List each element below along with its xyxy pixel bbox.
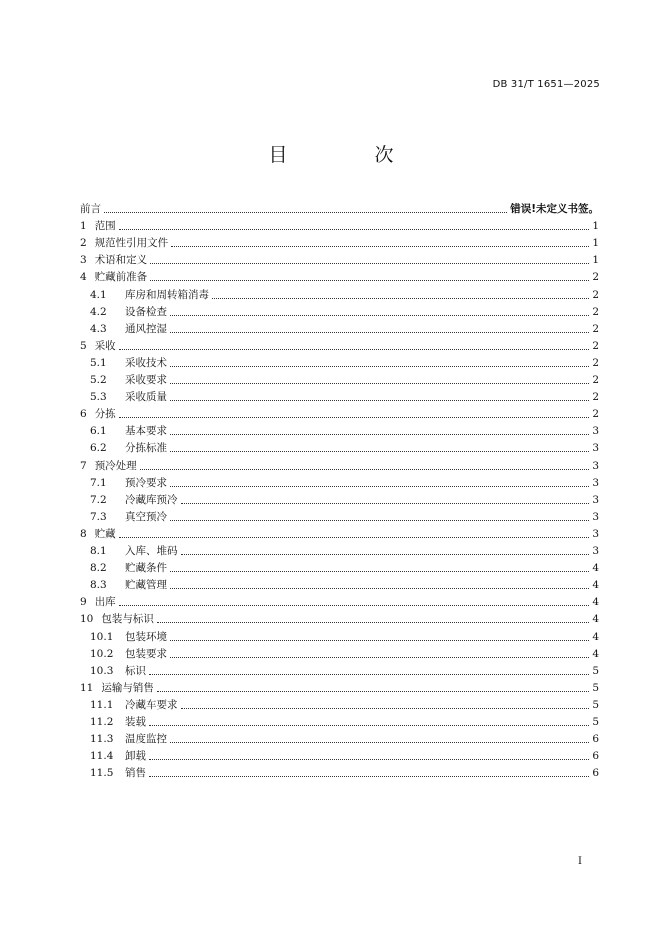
toc-entry-page: 错误!未定义书签。 — [510, 203, 599, 215]
toc-entry[interactable] — [90, 629, 599, 645]
toc-entry-page: 4 — [592, 579, 599, 592]
toc-entry[interactable] — [90, 355, 599, 371]
toc-entry[interactable] — [90, 731, 599, 747]
toc-entry-number: 4.3 — [90, 322, 107, 335]
toc-entry[interactable] — [90, 287, 599, 303]
toc-entry-page: 2 — [592, 339, 599, 352]
toc-entry[interactable] — [80, 526, 599, 542]
toc-entry-label: 入库、堆码 — [125, 545, 178, 557]
toc-entry-number: 1 — [80, 220, 87, 233]
toc-entry-number: 5.2 — [90, 374, 107, 386]
toc-leader-dots — [170, 656, 589, 658]
toc-entry-page: 2 — [592, 288, 599, 301]
toc-entry-number: 10.1 — [90, 630, 114, 643]
toc-entry-page: 4 — [592, 562, 599, 575]
toc-entry-label: 装载 — [125, 716, 146, 728]
toc-entry-label: 贮藏 — [94, 527, 116, 540]
toc-leader-dots — [149, 775, 589, 777]
toc-entry-number: 6.2 — [90, 442, 107, 455]
toc-entry-page: 3 — [592, 493, 599, 506]
toc-entry-page: 2 — [592, 408, 599, 421]
toc-entry-page: 4 — [592, 613, 599, 626]
toc-entry[interactable] — [80, 680, 599, 696]
toc-leader-dots — [104, 211, 507, 213]
toc-leader-dots — [212, 297, 589, 299]
toc-entry-page: 5 — [592, 681, 599, 694]
toc-entry-page: 2 — [592, 271, 599, 284]
toc-entry-page: 6 — [592, 750, 599, 763]
toc-leader-dots — [170, 331, 589, 333]
toc-entry-label: 预冷处理 — [94, 459, 137, 472]
toc-entry-label: 贮藏前准备 — [94, 271, 148, 284]
toc-entry-page: 3 — [592, 510, 599, 523]
toc-entry-label: 标识 — [125, 664, 146, 677]
toc-entry-label: 温度监控 — [125, 733, 167, 746]
toc-entry-page: 5 — [592, 664, 599, 677]
toc-entry-label: 真空预冷 — [125, 510, 167, 523]
toc-entry-label: 包装要求 — [125, 647, 167, 660]
toc-entry[interactable] — [80, 458, 599, 474]
toc-entry-label: 包装与标识 — [101, 613, 154, 626]
toc-leader-dots — [170, 485, 589, 487]
toc-entry-label: 采收要求 — [125, 374, 167, 386]
toc-entry-number: 11.3 — [90, 733, 114, 746]
toc-entry-label: 冷藏车要求 — [125, 698, 178, 711]
toc-entry-page: 2 — [592, 356, 599, 369]
toc-leader-dots — [170, 450, 589, 452]
toc-entry-page: 4 — [592, 630, 599, 643]
toc-leader-dots — [170, 399, 589, 401]
toc-entry-label: 采收 — [94, 339, 116, 352]
toc-leader-dots — [149, 673, 589, 675]
toc-leader-dots — [181, 707, 590, 709]
toc-entry-page: 3 — [592, 425, 599, 438]
toc-entry-label: 采收技术 — [125, 356, 167, 369]
toc-entry-number: 10 — [80, 613, 94, 626]
toc-entry-number: 11 — [80, 681, 94, 694]
toc-leader-dots — [170, 570, 589, 572]
toc-entry[interactable] — [90, 423, 599, 439]
toc-entry-label: 卸载 — [125, 750, 146, 763]
toc-entry[interactable] — [80, 235, 599, 251]
toc-entry-label: 贮藏条件 — [125, 562, 167, 575]
toc-entry-label: 出库 — [94, 596, 116, 609]
toc-entry[interactable] — [90, 492, 599, 508]
toc-entry-label: 库房和周转箱消毒 — [125, 288, 209, 301]
toc-entry-number: 8.1 — [90, 545, 107, 557]
toc-entry[interactable] — [90, 321, 599, 337]
toc-entry[interactable] — [90, 509, 599, 525]
toc-leader-dots — [170, 314, 589, 316]
toc-entry-number: 11.1 — [90, 698, 114, 711]
toc-leader-dots — [140, 468, 590, 470]
toc-entry-number: 7 — [80, 459, 87, 472]
toc-leader-dots — [181, 553, 590, 555]
toc-leader-dots — [119, 416, 590, 418]
toc-entry-page: 4 — [592, 596, 599, 609]
toc-entry-label: 分拣 — [94, 408, 116, 421]
toc-leader-dots — [157, 690, 589, 692]
toc-entry[interactable] — [80, 611, 599, 627]
toc-title: 目 次 — [268, 144, 428, 166]
toc-entry-label: 采收质量 — [125, 391, 167, 404]
toc-entry-number: 5.1 — [90, 356, 107, 369]
toc-entry-number: 4 — [80, 271, 87, 284]
toc-entry[interactable] — [90, 577, 599, 593]
toc-leader-dots — [119, 536, 590, 538]
toc-leader-dots — [170, 433, 589, 435]
toc-entry-page: 2 — [592, 391, 599, 404]
toc-entry-page: 3 — [592, 459, 599, 472]
toc-leader-dots — [181, 502, 590, 504]
toc-leader-dots — [170, 741, 589, 743]
toc-entry-label: 销售 — [125, 767, 146, 780]
toc-entry[interactable] — [90, 714, 599, 730]
toc-entry-page: 3 — [592, 527, 599, 540]
toc-leader-dots — [171, 245, 589, 247]
toc-leader-dots — [119, 604, 590, 606]
toc-entry[interactable] — [80, 338, 599, 354]
toc-leader-dots — [170, 519, 589, 521]
toc-leader-dots — [119, 348, 590, 350]
toc-entry-number: 9 — [80, 596, 87, 609]
toc-entry[interactable] — [80, 406, 599, 422]
toc-entry[interactable] — [90, 304, 599, 320]
toc-leader-dots — [149, 758, 589, 760]
toc-entry[interactable] — [80, 594, 599, 610]
toc-entry[interactable] — [80, 218, 599, 234]
toc-entry-page: 5 — [592, 716, 599, 728]
toc-leader-dots — [157, 621, 589, 623]
toc-entry-page: 5 — [592, 698, 599, 711]
toc-entry[interactable] — [90, 765, 599, 781]
toc-entry-page: 2 — [592, 322, 599, 335]
toc-entry-label: 术语和定义 — [94, 254, 148, 267]
toc-entry-number: 6 — [80, 408, 87, 421]
toc-entry[interactable] — [90, 389, 599, 405]
toc-entry-label: 通风控湿 — [125, 322, 167, 335]
toc-entry-page: 2 — [592, 374, 599, 386]
toc-entry-label: 前言 — [80, 203, 101, 215]
toc-entry[interactable] — [90, 663, 599, 679]
toc-entry-number: 11.2 — [90, 716, 114, 728]
toc-entry-label: 包装环境 — [125, 630, 167, 643]
toc-entry-number: 4.1 — [90, 288, 107, 301]
toc-entry[interactable] — [80, 201, 599, 217]
toc-entry[interactable] — [90, 372, 599, 388]
toc-entry-page: 3 — [592, 476, 599, 489]
toc-entry-number: 8 — [80, 527, 87, 540]
toc-entry[interactable] — [90, 475, 599, 491]
toc-entry-number: 11.5 — [90, 767, 114, 780]
toc-leader-dots — [170, 587, 589, 589]
page-number: I — [578, 856, 582, 867]
toc-entry-page: 3 — [592, 442, 599, 455]
toc-entry-label: 贮藏管理 — [125, 579, 167, 592]
toc-leader-dots — [150, 279, 589, 281]
toc-leader-dots — [170, 639, 589, 641]
toc-entry-label: 预冷要求 — [125, 476, 167, 489]
toc-entry-number: 5 — [80, 339, 87, 352]
toc-entry-number: 7.3 — [90, 510, 107, 523]
toc-entry-number: 7.1 — [90, 476, 107, 489]
toc-entry-number: 3 — [80, 254, 87, 267]
toc-entry-number: 5.3 — [90, 391, 107, 404]
toc-leader-dots — [119, 228, 590, 230]
toc-entry-label: 分拣标准 — [125, 442, 167, 455]
toc-entry-label: 规范性引用文件 — [94, 237, 169, 250]
toc-entry-label: 设备检查 — [125, 305, 167, 318]
toc-entry[interactable] — [80, 269, 599, 285]
toc-entry-number: 4.2 — [90, 305, 107, 318]
toc-entry-number: 10.3 — [90, 664, 114, 677]
toc-entry-page: 1 — [592, 220, 599, 233]
toc-leader-dots — [170, 365, 589, 367]
toc-leader-dots — [150, 262, 589, 264]
toc-entry-label: 运输与销售 — [101, 681, 154, 694]
toc-entry[interactable] — [90, 543, 599, 559]
toc-entry-number: 8.3 — [90, 579, 107, 592]
toc-entry-label: 基本要求 — [125, 425, 167, 438]
toc-entry-page: 2 — [592, 305, 599, 318]
toc-leader-dots — [149, 724, 589, 726]
toc-entry-number: 6.1 — [90, 425, 107, 438]
toc-entry-label: 冷藏库预冷 — [125, 493, 178, 506]
toc-entry[interactable] — [80, 252, 599, 268]
toc-entry-number: 7.2 — [90, 493, 107, 506]
toc-entry[interactable] — [90, 560, 599, 576]
toc-entry-page: 4 — [592, 647, 599, 660]
toc-entry-number: 8.2 — [90, 562, 107, 575]
toc-entry[interactable] — [90, 440, 599, 456]
toc-entry[interactable] — [90, 646, 599, 662]
toc-entry-page: 1 — [592, 237, 599, 250]
toc-entry-label: 范围 — [94, 220, 116, 233]
toc-entry-number: 2 — [80, 237, 87, 250]
toc-entry[interactable] — [90, 748, 599, 764]
document-code: DB 31/T 1651—2025 — [492, 79, 600, 90]
toc-leader-dots — [170, 382, 589, 384]
toc-entry[interactable] — [90, 697, 599, 713]
toc-entry-number: 11.4 — [90, 750, 114, 763]
toc-entry-page: 6 — [592, 767, 599, 780]
toc-entry-page: 6 — [592, 733, 599, 746]
toc-entry-page: 1 — [592, 254, 599, 267]
toc-entry-number: 10.2 — [90, 647, 114, 660]
toc-entry-page: 3 — [592, 545, 599, 557]
